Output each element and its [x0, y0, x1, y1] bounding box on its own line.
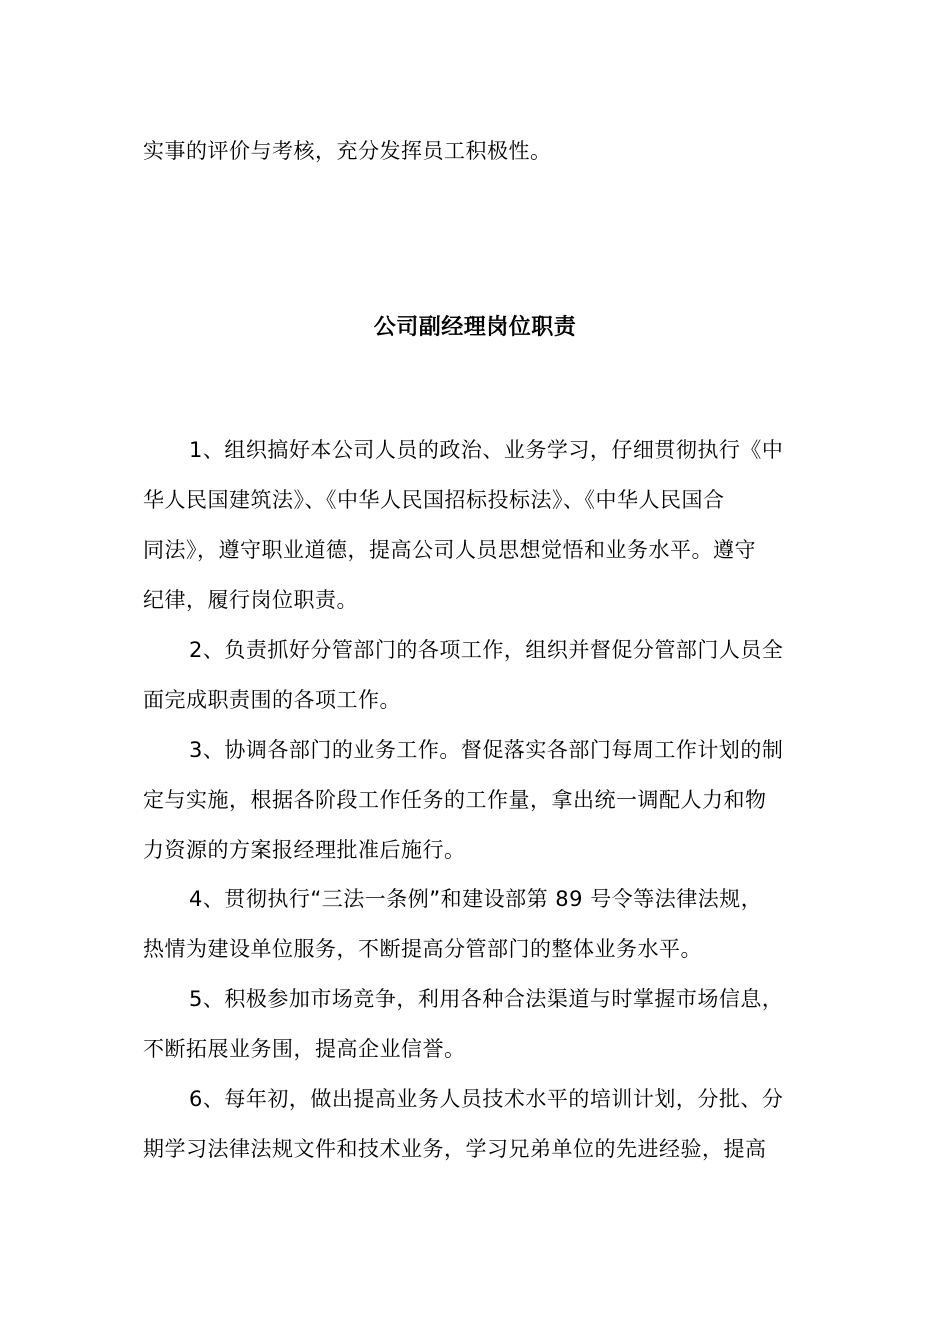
item-4-line-1: 4、贯彻执行“三法一条例”和建设部第 89 号令等法律法规， [189, 887, 763, 911]
item-6-line-1: 6、每年初，做出提高业务人员技术水平的培训计划，分批、分 [189, 1087, 784, 1111]
item-3-line-1: 3、协调各部门的业务工作。督促落实各部门每周工作计划的制 [189, 738, 784, 762]
item-1-line-4: 纪律，履行岗位职责。 [143, 588, 358, 612]
item-5-line-1: 5、积极参加市场竞争，利用各种合法渠道与时掌握市场信息， [189, 987, 784, 1011]
item-5-line-2: 不断拓展业务围，提高企业信誉。 [143, 1037, 466, 1061]
item-6-line-2: 期学习法律法规文件和技术业务，学习兄弟单位的先进经验，提高 [143, 1137, 767, 1161]
item-2-line-1: 2、负责抓好分管部门的各项工作，组织并督促分管部门人员全 [189, 638, 784, 662]
item-4-line-2: 热情为建设单位服务，不断提高分管部门的整体业务水平。 [143, 937, 702, 961]
item-1-line-2: 华人民国建筑法》、《中华人民国招标投标法》、《中华人民国合 [143, 488, 725, 512]
item-2-line-2: 面完成职责围的各项工作。 [143, 688, 401, 712]
continuation-line: 实事的评价与考核，充分发挥员工积极性。 [143, 139, 552, 163]
item-3-line-3: 力资源的方案报经理批准后施行。 [143, 838, 466, 862]
item-1-line-1: 1、组织搞好本公司人员的政治、业务学习，仔细贯彻执行《中 [189, 438, 784, 462]
item-1-line-3: 同法》，遵守职业道德，提高公司人员思想觉悟和业务水平。遵守 [143, 538, 756, 562]
page-title: 公司副经理岗位职责 [373, 315, 577, 340]
item-3-line-2: 定与实施，根据各阶段工作任务的工作量，拿出统一调配人力和物 [143, 788, 767, 812]
